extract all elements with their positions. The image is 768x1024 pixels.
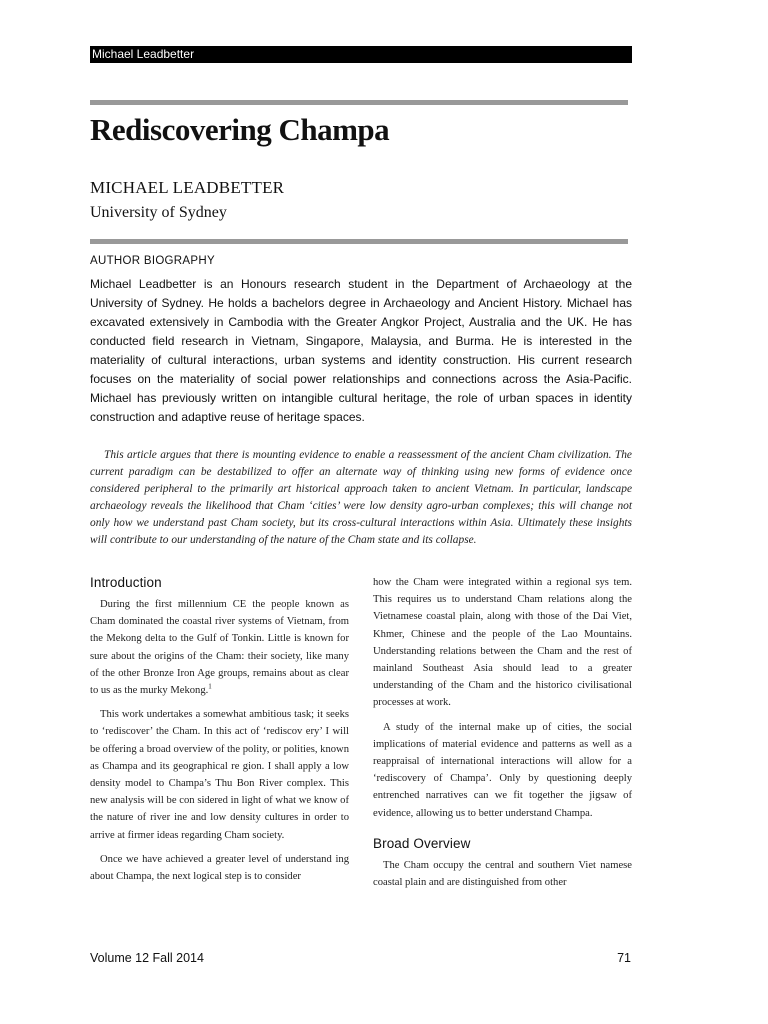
article-title: Rediscovering Champa	[90, 112, 390, 147]
author-name: MICHAEL LEADBETTER	[90, 178, 285, 197]
overview-paragraph-1: The Cham occupy the central and southern Viet namese coastal plain and are distinguished from other	[373, 859, 632, 889]
intro-paragraph-2: This work undertakes a somewhat ambitious task; it seeks to ‘rediscover’ the Cham. In this act of ‘rediscov ery’ I will be offering a broad overview of the polity, or polities, known as Champa and its geographical re gion. I shall apply a low density model to Champa’s Thu Bon River complex. This new analysis will be con sidered in light of what we know of the nature of river ine and low density cultures in order to arrive at firmer ideas regarding Cham society.	[90, 709, 349, 841]
bio-text: Michael Leadbetter is an Honours research student in the Department of Archaeology at the University of Sydney. He holds a bachelors degree in Archaeology and Ancient History. Michael has excavated extensively in Cambodia with the Greater Angkor Project, Australia and the UK. He has conducted field research in Vietnam, Singapore, Malaysia, and Burma. He is interested in the materiality of cultural interactions, urban systems and identity construction. His current research focuses on the materiality of social power relationships and connections across the Asia-Pacific. Michael has previously written on intangible cultural heritage, the role of urban spaces in identity construction and adaptive reuse of heritage spaces.	[90, 277, 632, 424]
section-rule	[90, 239, 628, 244]
abstract: This article argues that there is mounting evidence to enable a reassessment of the ancient Cham civilization. The current paradigm can be destabilized to offer an alternate way of thinking using new forms of evidence once considered peripheral to the primarily art historical approach taken to ancient Vietnam. In particular, landscape archaeology reveals the likelihood that Cham ‘cities’ were low density agro-urban complexes; this will change not only how we understand past Cham society, but its cross-cultural interactions within Asia. Ultimately these insights will contribute to our understanding of the nature of the Cham state and its collapse.	[90, 449, 632, 546]
footnote-ref[interactable]: 1	[208, 682, 212, 691]
left-column	[90, 574, 349, 892]
top-rule	[90, 100, 628, 105]
bio-heading: AUTHOR BIOGRAPHY	[90, 255, 215, 267]
intro-paragraph-4: how the Cham were integrated within a regional sys tem. This requires us to understand Cham relations along the Vietnamese coastal plain, along with those of the Dai Viet, Khmer, Chinese and the people of the Lao Mountains. Understanding relations between the Cham and the rest of mainland Southeast Asia should lead to a greater understanding of the Cham and the historico civilisational processes at work.	[373, 577, 632, 709]
intro-paragraph-3: Once we have achieved a greater level of understand ing about Champa, the next logical step is to consider	[90, 853, 349, 883]
author-affiliation: University of Sydney	[90, 204, 227, 221]
running-head: Michael Leadbetter	[90, 46, 632, 63]
introduction-heading: Introduction	[90, 575, 162, 590]
intro-paragraph-1-text: During the first millennium CE the people known as Cham dominated the coastal river systems of Vietnam, from the Mekong delta to the Gulf of Tonkin. Little is known for sure about the origins of the Cham: their society, like many of the other Bronze Iron Age groups, remains about as clear to us as the murky Mekong.	[90, 599, 349, 697]
broad-overview-heading: Broad Overview	[373, 835, 471, 851]
footer-volume: Volume 12 Fall 2014	[90, 951, 204, 965]
intro-paragraph-1	[90, 596, 349, 699]
page-number: 71	[617, 951, 631, 965]
right-column	[373, 574, 632, 898]
intro-paragraph-5: A study of the internal make up of cities, the social implications of material evidence and patterns as well as a reappraisal of international interactions will allow for a ‘rediscovery of Champa’. Only by questioning deeply entrenched narratives can we fit together the jigsaw of evidence, allowing us to better understand Champa.	[373, 721, 632, 819]
